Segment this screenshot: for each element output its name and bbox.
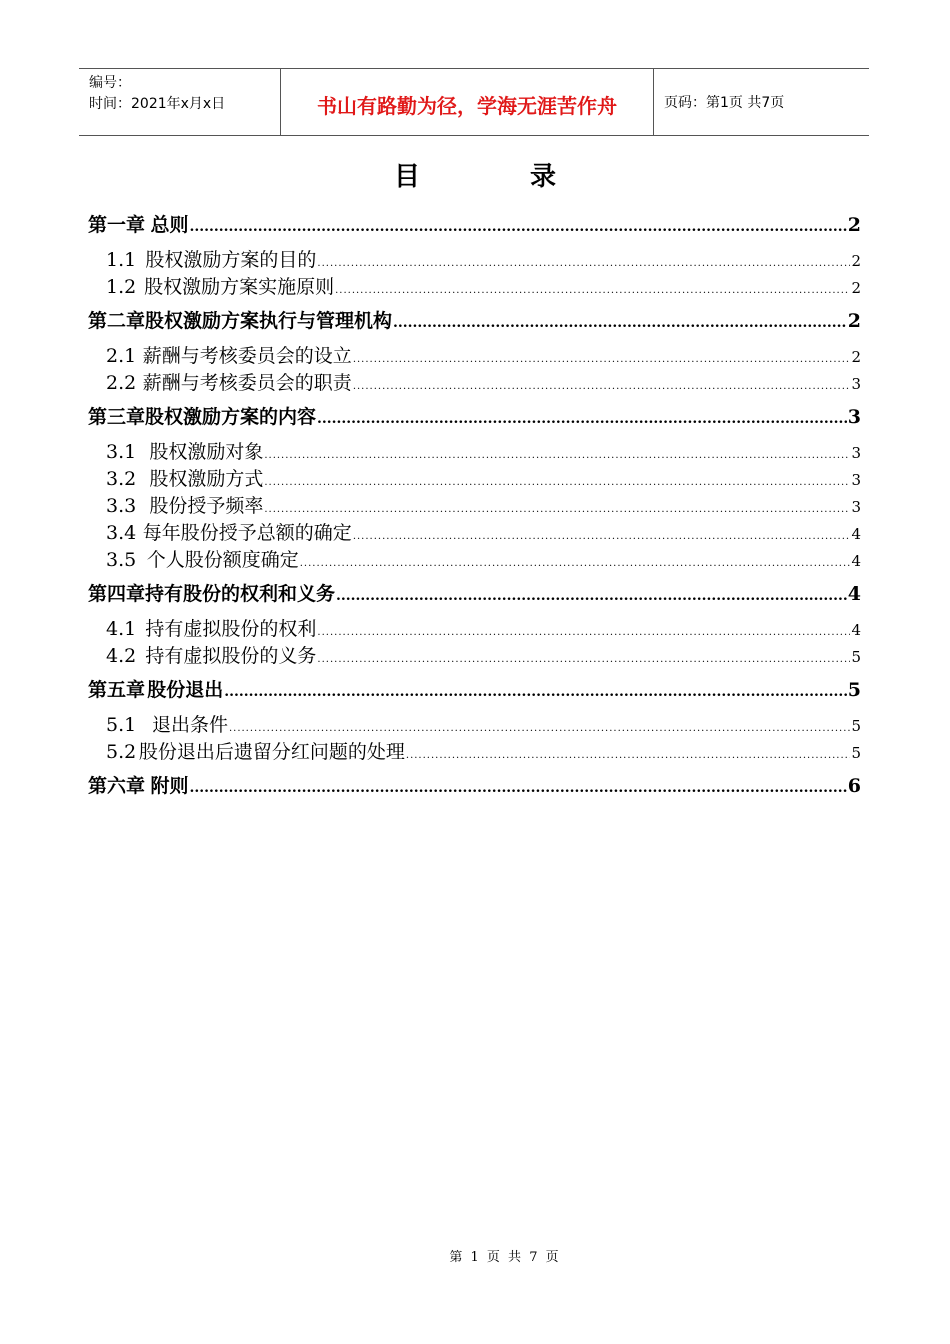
chapter-number: 第一章 xyxy=(88,214,146,236)
toc-section-group xyxy=(88,439,861,574)
toc-chapter-entry[interactable] xyxy=(88,768,861,804)
leader-dots xyxy=(190,209,847,245)
header-page-info: 页码：第1页 共7页 xyxy=(664,95,785,111)
leader-dots xyxy=(190,770,847,806)
chapter-title: 持有股份的权利和义务 xyxy=(145,583,336,605)
section-title: 每年股份授予总额的确定 xyxy=(142,522,352,544)
section-title: 持有虚拟股份的权利 xyxy=(145,618,317,640)
chapter-page: 2 xyxy=(847,310,861,332)
section-number: 3.3 xyxy=(106,495,137,517)
chapter-number: 第三章 xyxy=(88,406,146,428)
leader-dots xyxy=(229,715,850,742)
toc-section-entry[interactable] xyxy=(88,616,861,643)
section-title: 持有虚拟股份的义务 xyxy=(145,645,317,667)
leader-dots xyxy=(317,619,850,646)
leader-dots xyxy=(406,742,851,769)
toc-chapter-entry[interactable] xyxy=(88,399,861,435)
chapter-number: 第五章 xyxy=(88,679,146,701)
leader-dots xyxy=(336,578,847,614)
section-number: 1.1 xyxy=(106,249,137,271)
section-number: 3.5 xyxy=(106,549,137,571)
chapter-number: 第二章 xyxy=(88,310,146,332)
chapter-page: 4 xyxy=(847,583,861,605)
section-title: 股权激励方案的目的 xyxy=(145,249,317,271)
leader-dots xyxy=(353,523,851,550)
leader-dots xyxy=(353,346,851,373)
chapter-page: 2 xyxy=(847,214,861,236)
toc-section-group xyxy=(88,247,861,301)
toc-section-entry[interactable] xyxy=(88,520,861,547)
section-title: 股权激励方式 xyxy=(149,468,264,490)
chapter-number: 第六章 xyxy=(88,775,146,797)
chapter-title: 股权激励方案的内容 xyxy=(145,406,317,428)
toc-section-entry[interactable] xyxy=(88,643,861,670)
section-page: 3 xyxy=(851,498,861,516)
leader-dots xyxy=(317,401,847,437)
toc-section-entry[interactable] xyxy=(88,247,861,274)
leader-dots xyxy=(335,277,850,304)
leader-dots xyxy=(353,373,851,400)
toc-chapter-entry[interactable] xyxy=(88,672,861,708)
chapter-page: 6 xyxy=(847,775,861,797)
section-title: 薪酬与考核委员会的设立 xyxy=(142,345,352,367)
chapter-title: 股权激励方案执行与管理机构 xyxy=(145,310,393,332)
section-number: 5.2 xyxy=(106,741,137,763)
section-page: 4 xyxy=(851,552,861,570)
toc-section-entry[interactable] xyxy=(88,493,861,520)
toc-section-entry[interactable] xyxy=(88,439,861,466)
toc-section-entry[interactable] xyxy=(88,547,861,574)
leader-dots xyxy=(317,250,850,277)
section-page: 2 xyxy=(851,348,861,366)
chapter-page: 3 xyxy=(847,406,861,428)
toc-chapter-entry[interactable] xyxy=(88,303,861,339)
table-of-contents xyxy=(88,205,861,804)
section-page: 3 xyxy=(851,471,861,489)
toc-section-entry[interactable] xyxy=(88,343,861,370)
section-number: 2.1 xyxy=(106,345,137,367)
section-title: 股份退出后遗留分红问题的处理 xyxy=(138,741,405,763)
leader-dots xyxy=(264,469,850,496)
page-footer: 第 1 页 共 7 页 xyxy=(449,1250,561,1265)
section-title: 股份授予频率 xyxy=(149,495,264,517)
section-number: 4.2 xyxy=(106,645,137,667)
leader-dots xyxy=(300,550,851,577)
toc-chapter-entry[interactable] xyxy=(88,207,861,243)
section-title: 股权激励方案实施原则 xyxy=(144,276,335,298)
toc-section-entry[interactable] xyxy=(88,466,861,493)
leader-dots xyxy=(317,646,850,673)
toc-chapter-entry[interactable] xyxy=(88,576,861,612)
toc-section-entry[interactable] xyxy=(88,712,861,739)
toc-section-entry[interactable] xyxy=(88,370,861,397)
chapter-number: 第四章 xyxy=(88,583,146,605)
serial-label: 编号： xyxy=(89,75,131,91)
section-number: 3.1 xyxy=(106,441,137,463)
section-page: 4 xyxy=(851,621,861,639)
page-header xyxy=(79,68,869,136)
time-label: 时间：2021年x月x日 xyxy=(89,96,226,112)
chapter-page: 5 xyxy=(847,679,861,701)
section-page: 3 xyxy=(851,444,861,462)
leader-dots xyxy=(264,442,850,469)
section-title: 个人股份额度确定 xyxy=(146,549,299,571)
toc-section-entry[interactable] xyxy=(88,274,861,301)
section-number: 1.2 xyxy=(106,276,137,298)
section-page: 3 xyxy=(851,375,861,393)
chapter-title: 股份退出 xyxy=(147,679,224,701)
section-title: 薪酬与考核委员会的职责 xyxy=(142,372,352,394)
leader-dots xyxy=(264,496,850,523)
section-number: 3.4 xyxy=(106,522,137,544)
section-page: 2 xyxy=(851,252,861,270)
toc-section-group xyxy=(88,616,861,670)
section-page: 5 xyxy=(851,744,861,762)
section-number: 2.2 xyxy=(106,372,137,394)
section-title: 退出条件 xyxy=(151,714,228,736)
chapter-title: 总则 xyxy=(150,214,189,236)
section-number: 4.1 xyxy=(106,618,137,640)
section-page: 2 xyxy=(851,279,861,297)
header-motto: 书山有路勤为径，学海无涯苦作舟 xyxy=(281,69,654,135)
toc-section-group xyxy=(88,712,861,766)
header-meta xyxy=(79,69,281,135)
section-number: 3.2 xyxy=(106,468,137,490)
leader-dots xyxy=(393,305,847,341)
section-page: 4 xyxy=(851,525,861,543)
section-page: 5 xyxy=(851,717,861,735)
section-title: 股权激励对象 xyxy=(149,441,264,463)
toc-section-group xyxy=(88,343,861,397)
section-page: 5 xyxy=(851,648,861,666)
toc-section-entry[interactable] xyxy=(88,739,861,766)
leader-dots xyxy=(224,674,847,710)
section-number: 5.1 xyxy=(106,714,137,736)
chapter-title: 附则 xyxy=(150,775,189,797)
toc-title: 目录 xyxy=(393,162,666,192)
